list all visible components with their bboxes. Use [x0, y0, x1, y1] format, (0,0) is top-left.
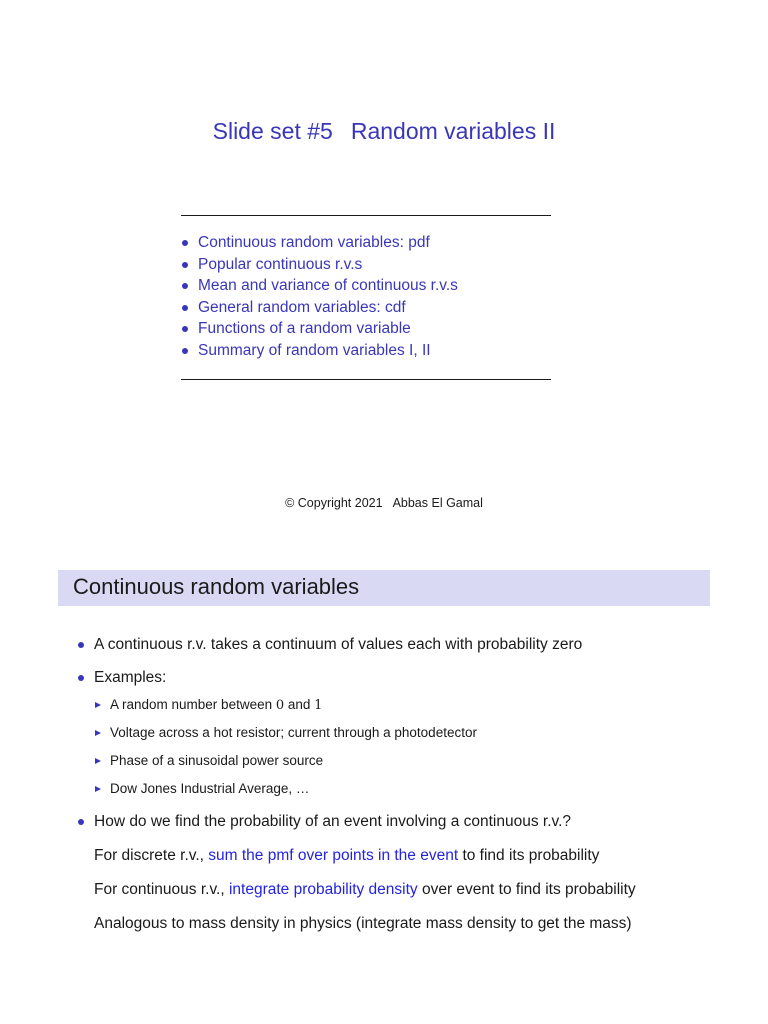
copyright-notice — [0, 496, 768, 510]
discrete-prefix: For discrete r.v., — [94, 847, 209, 864]
section-heading: Continuous random variables — [73, 574, 360, 599]
example-random-number-text: A random number between — [110, 697, 276, 712]
copyright-author: Abbas El Gamal — [392, 496, 483, 510]
slide-title — [0, 118, 768, 145]
outline-item: Functions of a random variable — [180, 318, 458, 340]
continuous-suffix: over event to find its probability — [417, 881, 636, 898]
math-zero: 0 — [275, 698, 285, 713]
triangle-bullet-icon — [95, 786, 101, 792]
copyright-text: © Copyright 2021 — [285, 496, 383, 510]
outline-item: Summary of random variables I, II — [180, 340, 458, 362]
bullet-question: How do we find the probability of an event involving a continuous r.v.? — [94, 813, 572, 830]
slide-set-number: Slide set #5 — [212, 118, 333, 144]
example-voltage: Voltage across a hot resistor; current through a photodetector — [110, 725, 477, 740]
continuous-explanation — [94, 881, 636, 899]
section-header-band — [58, 570, 710, 606]
example-phase: Phase of a sinusoidal power source — [110, 753, 324, 768]
outline-bottom-rule — [181, 379, 551, 380]
example-dow-jones: Dow Jones Industrial Average, … — [110, 781, 310, 796]
discrete-explanation — [94, 847, 599, 865]
example-and-text: and — [284, 697, 315, 712]
triangle-bullet-icon — [95, 702, 101, 708]
bullet-icon — [78, 819, 84, 825]
continuous-highlight: integrate probability density — [228, 881, 418, 898]
triangle-bullet-icon — [95, 758, 101, 764]
outline-item: Mean and variance of continuous r.v.s — [180, 275, 458, 297]
mass-density-analogy: Analogous to mass density in physics (integrate mass density to get the mass) — [94, 915, 632, 932]
discrete-highlight: sum the pmf over points in the event — [208, 847, 459, 864]
bullet-icon — [78, 642, 84, 648]
continuous-prefix: For continuous r.v., — [94, 881, 229, 898]
example-random-number — [110, 697, 322, 713]
math-one: 1 — [314, 698, 323, 713]
slide-topic: Random variables II — [350, 118, 556, 144]
discrete-suffix: to find its probability — [458, 847, 600, 864]
outline-top-rule — [181, 215, 551, 216]
outline-item: General random variables: cdf — [180, 297, 458, 319]
outline-item: Continuous random variables: pdf — [180, 232, 458, 254]
outline-item: Popular continuous r.v.s — [180, 254, 458, 276]
bullet-examples: Examples: — [94, 669, 167, 686]
outline-list — [180, 232, 458, 362]
bullet-icon — [78, 675, 84, 681]
triangle-bullet-icon — [95, 730, 101, 736]
bullet-continuous-definition: A continuous r.v. takes a continuum of values each with probability zero — [94, 636, 583, 653]
